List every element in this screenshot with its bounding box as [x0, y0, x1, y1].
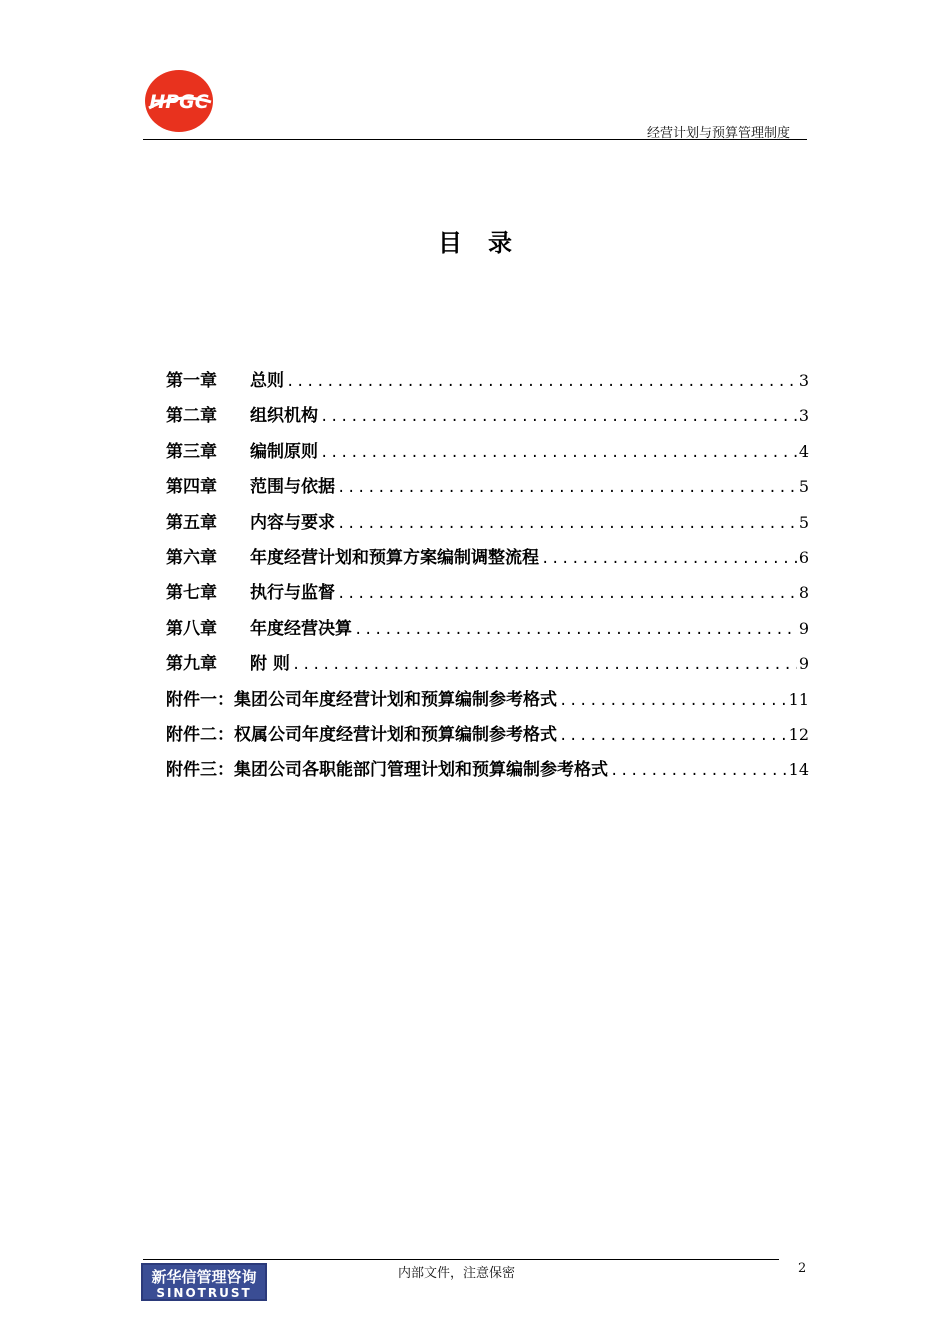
toc-entry-title: 范围与依据 [250, 477, 335, 498]
toc-entry[interactable] [166, 580, 809, 615]
toc-entry[interactable] [166, 616, 809, 651]
toc-chapter-label: 第二章 [166, 406, 217, 427]
footer-confidential-notice: 内部文件，注意保密 [398, 1266, 516, 1281]
toc-entry-title: 集团公司各职能部门管理计划和预算编制参考格式 [234, 760, 608, 781]
toc-appendix-entry[interactable] [166, 687, 809, 722]
toc-chapter-label: 第四章 [166, 477, 217, 498]
toc-leader-dots [320, 440, 797, 466]
toc-entry-title: 内容与要求 [250, 512, 335, 533]
toc-chapter-label: 第九章 [166, 654, 217, 675]
toc-chapter-label: 第七章 [166, 583, 217, 604]
toc-page-number: 3 [798, 371, 809, 390]
toc-entry-title: 附 则 [250, 654, 290, 675]
toc-page-number: 5 [798, 477, 809, 497]
toc-chapter-label: 第六章 [166, 547, 217, 568]
toc-leader-dots [286, 369, 797, 395]
page-number: 2 [798, 1261, 807, 1276]
toc-entry-title: 权属公司年度经营计划和预算编制参考格式 [234, 724, 557, 745]
toc-page-number: 5 [798, 512, 809, 532]
footer-logo-chinese: 新华信管理咨询 [151, 1268, 257, 1286]
toc-entry[interactable] [166, 545, 809, 580]
toc-appendix-label: 附件一： [166, 689, 234, 710]
toc-appendix-entry[interactable] [166, 722, 809, 757]
toc-chapter-label: 第三章 [166, 441, 217, 462]
hpgc-logo [143, 68, 215, 134]
header-document-title: 经营计划与预算管理制度 [646, 126, 790, 141]
toc-entry[interactable] [166, 403, 809, 438]
toc-chapter-label: 第五章 [166, 512, 217, 533]
toc-chapter-label: 第一章 [166, 371, 217, 391]
toc-leader-dots [337, 511, 797, 537]
toc-page-number: 9 [798, 618, 809, 638]
page-title: 目录 [438, 229, 538, 257]
toc-entry-title: 组织机构 [250, 406, 318, 427]
sinotrust-logo [141, 1263, 267, 1301]
toc-page-number: 8 [798, 583, 809, 603]
toc-appendix-entry[interactable] [166, 757, 809, 792]
toc-page-number: 12 [788, 724, 809, 744]
table-of-contents [166, 368, 809, 793]
toc-entry[interactable] [166, 510, 809, 545]
footer-divider [143, 1259, 779, 1260]
toc-entry[interactable] [166, 368, 809, 403]
toc-page-number: 14 [788, 760, 809, 780]
toc-leader-dots [292, 652, 797, 678]
toc-entry-title: 编制原则 [250, 441, 318, 462]
toc-entry-title: 执行与监督 [250, 583, 335, 604]
toc-page-number: 6 [798, 547, 809, 567]
toc-leader-dots [337, 475, 797, 501]
footer-logo-english: SINOTRUST [156, 1286, 252, 1300]
toc-leader-dots [559, 688, 787, 714]
toc-leader-dots [610, 758, 787, 784]
toc-entry-title: 年度经营决算 [250, 618, 352, 639]
logo-text: HPGC [149, 91, 209, 113]
toc-appendix-label: 附件三： [166, 760, 234, 781]
toc-entry[interactable] [166, 474, 809, 509]
toc-leader-dots [320, 404, 797, 430]
toc-page-number: 3 [798, 406, 809, 426]
toc-entry[interactable] [166, 651, 809, 686]
toc-entry-title: 集团公司年度经营计划和预算编制参考格式 [234, 689, 557, 710]
toc-leader-dots [559, 723, 787, 749]
toc-leader-dots [337, 581, 797, 607]
toc-chapter-label: 第八章 [166, 618, 217, 639]
toc-leader-dots [541, 546, 797, 572]
toc-appendix-label: 附件二： [166, 724, 234, 745]
toc-entry-title: 总则 [250, 371, 284, 391]
toc-entry[interactable] [166, 439, 809, 474]
toc-leader-dots [354, 617, 797, 643]
toc-page-number: 9 [798, 654, 809, 674]
toc-page-number: 4 [798, 441, 809, 461]
toc-entry-title: 年度经营计划和预算方案编制调整流程 [250, 547, 539, 568]
toc-page-number: 11 [788, 689, 809, 709]
header-divider [143, 139, 807, 140]
